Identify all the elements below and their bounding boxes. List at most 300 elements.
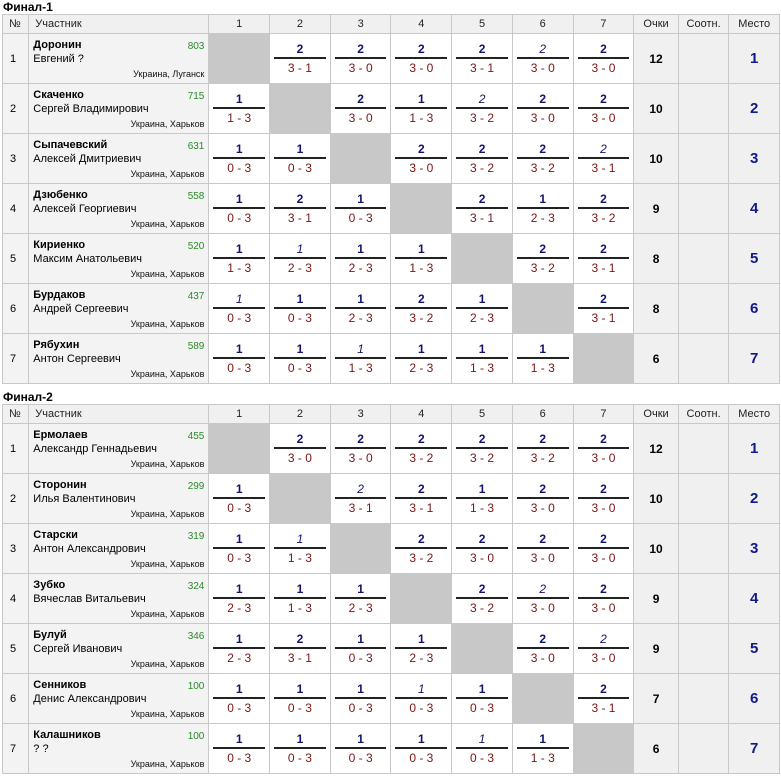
match-cell[interactable] <box>512 624 573 674</box>
match-cell[interactable] <box>270 334 331 384</box>
participant-name: Александр Геннадьевич <box>33 443 157 455</box>
match-cell[interactable] <box>330 424 391 474</box>
row-number: 7 <box>3 334 29 384</box>
match-cell[interactable] <box>391 674 452 724</box>
ratio-value <box>678 674 729 724</box>
match-cell[interactable] <box>209 724 270 774</box>
points-value: 8 <box>634 234 679 284</box>
match-cell[interactable] <box>391 284 452 334</box>
match-score: 3 - 0 <box>530 601 555 615</box>
row-number: 6 <box>3 284 29 334</box>
score-divider <box>335 747 387 749</box>
header-num: № <box>3 15 29 34</box>
match-score: 3 - 2 <box>591 211 616 225</box>
match-cell[interactable] <box>452 574 513 624</box>
score-divider <box>274 447 326 449</box>
match-score: 3 - 0 <box>470 551 495 565</box>
participant-surname[interactable]: Кириенко <box>33 239 86 251</box>
match-cell[interactable] <box>270 184 331 234</box>
match-score: 3 - 2 <box>409 451 434 465</box>
match-cell[interactable] <box>452 674 513 724</box>
match-cell[interactable] <box>270 624 331 674</box>
points-value: 10 <box>634 84 679 134</box>
score-divider <box>335 447 387 449</box>
match-cell[interactable] <box>452 184 513 234</box>
match-score: 1 - 3 <box>227 261 252 275</box>
score-divider <box>395 747 447 749</box>
match-score: 0 - 3 <box>287 361 312 375</box>
row-number: 2 <box>3 84 29 134</box>
match-cell[interactable] <box>452 134 513 184</box>
match-cell[interactable] <box>391 34 452 84</box>
match-cell[interactable] <box>573 674 634 724</box>
ratio-value <box>678 624 729 674</box>
participant-city: Украина, Харьков <box>130 319 205 329</box>
points-value: 9 <box>634 184 679 234</box>
match-cell[interactable] <box>209 184 270 234</box>
match-cell[interactable] <box>512 184 573 234</box>
header-col-2: 2 <box>270 15 331 34</box>
participant-surname[interactable]: Рябухин <box>33 339 80 351</box>
score-divider <box>395 257 447 259</box>
score-divider <box>456 307 508 309</box>
score-divider <box>578 647 630 649</box>
participant-surname[interactable]: Дзюбенко <box>33 189 88 201</box>
score-divider <box>517 207 569 209</box>
match-cell[interactable] <box>512 234 573 284</box>
match-cell[interactable] <box>573 574 634 624</box>
match-score: 3 - 2 <box>530 451 555 465</box>
score-divider <box>456 57 508 59</box>
participant-rating: 346 <box>187 631 205 642</box>
match-points: 2 <box>417 292 425 306</box>
match-cell[interactable] <box>270 134 331 184</box>
match-score: 3 - 2 <box>530 261 555 275</box>
match-points: 1 <box>235 632 243 646</box>
match-cell[interactable] <box>270 234 331 284</box>
participant-rating: 715 <box>187 91 205 102</box>
points-value: 8 <box>634 284 679 334</box>
match-score: 3 - 0 <box>409 161 434 175</box>
match-points: 2 <box>417 142 425 156</box>
participant-surname[interactable]: Сенников <box>33 679 87 691</box>
match-cell[interactable] <box>573 624 634 674</box>
header-row <box>3 15 780 34</box>
participant-cell <box>29 34 209 84</box>
score-divider <box>517 547 569 549</box>
match-cell[interactable] <box>330 334 391 384</box>
match-points: 1 <box>417 632 425 646</box>
score-divider <box>213 547 265 549</box>
match-cell[interactable] <box>573 424 634 474</box>
points-value: 10 <box>634 474 679 524</box>
participant-surname[interactable]: Бурдаков <box>33 289 86 301</box>
participant-rating: 299 <box>187 481 205 492</box>
header-col-5: 5 <box>452 15 513 34</box>
match-cell[interactable] <box>209 234 270 284</box>
match-cell[interactable] <box>209 674 270 724</box>
participant-surname[interactable]: Сыпачевский <box>33 139 108 151</box>
match-score: 0 - 3 <box>470 751 495 765</box>
match-score: 1 - 3 <box>530 361 555 375</box>
participant-name: Денис Александрович <box>33 693 147 705</box>
match-points: 2 <box>600 92 607 106</box>
match-points: 1 <box>539 342 547 356</box>
match-cell[interactable] <box>452 334 513 384</box>
match-cell[interactable] <box>330 624 391 674</box>
participant-rating: 520 <box>187 241 205 252</box>
header-col-3: 3 <box>330 405 391 424</box>
match-score: 2 - 3 <box>409 651 434 665</box>
score-divider <box>456 597 508 599</box>
match-score: 3 - 1 <box>470 61 495 75</box>
match-points: 2 <box>539 632 547 646</box>
match-score: 3 - 2 <box>530 161 555 175</box>
score-divider <box>578 697 630 699</box>
match-cell[interactable] <box>209 624 270 674</box>
match-points: 1 <box>296 242 304 256</box>
match-cell[interactable] <box>391 724 452 774</box>
participant-surname[interactable]: Зубко <box>33 579 66 591</box>
match-score: 3 - 0 <box>348 451 373 465</box>
points-value: 10 <box>634 524 679 574</box>
match-cell[interactable] <box>512 34 573 84</box>
match-cell[interactable] <box>573 284 634 334</box>
match-score: 3 - 1 <box>591 311 616 325</box>
match-score: 1 - 3 <box>409 111 434 125</box>
match-cell[interactable] <box>512 334 573 384</box>
match-cell[interactable] <box>512 424 573 474</box>
match-score: 2 - 3 <box>409 361 434 375</box>
match-cell[interactable] <box>512 574 573 624</box>
match-cell[interactable] <box>209 134 270 184</box>
match-score: 3 - 1 <box>591 261 616 275</box>
match-cell[interactable] <box>391 524 452 574</box>
row-number: 4 <box>3 574 29 624</box>
match-cell[interactable] <box>330 724 391 774</box>
ratio-value <box>678 234 729 284</box>
match-cell[interactable] <box>209 524 270 574</box>
match-points: 2 <box>600 682 607 696</box>
participant-surname[interactable]: Калашников <box>33 729 101 741</box>
match-cell[interactable] <box>391 134 452 184</box>
match-cell[interactable] <box>573 34 634 84</box>
row-number: 6 <box>3 674 29 724</box>
match-cell[interactable] <box>391 474 452 524</box>
participant-surname[interactable]: Старски <box>33 529 78 541</box>
self-match-cell <box>330 524 391 574</box>
table-row <box>3 574 780 624</box>
match-score: 0 - 3 <box>227 311 252 325</box>
match-cell[interactable] <box>209 284 270 334</box>
header-col-6: 6 <box>512 405 573 424</box>
match-cell[interactable] <box>330 284 391 334</box>
match-score: 3 - 0 <box>591 61 616 75</box>
match-score: 0 - 3 <box>287 311 312 325</box>
match-cell[interactable] <box>391 234 452 284</box>
match-cell[interactable] <box>330 84 391 134</box>
ratio-value <box>678 474 729 524</box>
match-points: 1 <box>296 142 304 156</box>
table-row <box>3 234 780 284</box>
score-divider <box>456 107 508 109</box>
points-value: 6 <box>634 724 679 774</box>
match-points: 2 <box>600 142 607 156</box>
points-value: 6 <box>634 334 679 384</box>
match-cell[interactable] <box>573 234 634 284</box>
match-cell[interactable] <box>391 424 452 474</box>
match-points: 1 <box>478 682 486 696</box>
match-score: 0 - 3 <box>348 701 373 715</box>
score-divider <box>395 697 447 699</box>
score-divider <box>517 497 569 499</box>
header-points: Очки <box>634 405 679 424</box>
match-points: 2 <box>600 432 607 446</box>
match-score: 3 - 0 <box>591 601 616 615</box>
match-score: 3 - 0 <box>348 61 373 75</box>
match-cell[interactable] <box>573 84 634 134</box>
participant-city: Украина, Харьков <box>130 509 205 519</box>
match-cell[interactable] <box>512 724 573 774</box>
match-cell[interactable] <box>452 524 513 574</box>
participant-surname[interactable]: Скаченко <box>33 89 84 101</box>
match-cell[interactable] <box>330 234 391 284</box>
match-cell[interactable] <box>452 284 513 334</box>
row-number: 1 <box>3 34 29 84</box>
match-cell[interactable] <box>452 474 513 524</box>
match-score: 0 - 3 <box>227 701 252 715</box>
match-points: 2 <box>478 192 486 206</box>
participant-cell <box>29 284 209 334</box>
self-match-cell <box>573 724 634 774</box>
match-cell[interactable] <box>452 34 513 84</box>
self-match-cell <box>270 84 331 134</box>
score-divider <box>213 647 265 649</box>
row-number: 7 <box>3 724 29 774</box>
score-divider <box>213 107 265 109</box>
match-cell[interactable] <box>330 34 391 84</box>
match-cell[interactable] <box>209 474 270 524</box>
score-divider <box>335 57 387 59</box>
match-cell[interactable] <box>330 674 391 724</box>
participant-city: Украина, Харьков <box>130 169 205 179</box>
match-cell[interactable] <box>270 674 331 724</box>
match-cell[interactable] <box>330 474 391 524</box>
match-score: 1 - 3 <box>227 111 252 125</box>
match-cell[interactable] <box>330 184 391 234</box>
score-divider <box>274 747 326 749</box>
match-cell[interactable] <box>512 524 573 574</box>
score-divider <box>335 307 387 309</box>
participant-city: Украина, Харьков <box>130 709 205 719</box>
score-divider <box>335 497 387 499</box>
match-points: 1 <box>296 342 304 356</box>
score-divider <box>335 647 387 649</box>
score-divider <box>274 547 326 549</box>
participant-rating: 631 <box>187 141 205 152</box>
match-cell[interactable] <box>209 334 270 384</box>
self-match-cell <box>512 284 573 334</box>
match-points: 1 <box>357 342 364 356</box>
row-number: 5 <box>3 234 29 284</box>
participant-name: Антон Сергеевич <box>33 353 121 365</box>
score-divider <box>213 157 265 159</box>
ratio-value <box>678 424 729 474</box>
match-points: 2 <box>478 42 486 56</box>
row-number: 4 <box>3 184 29 234</box>
match-cell[interactable] <box>209 84 270 134</box>
self-match-cell <box>452 624 513 674</box>
match-points: 1 <box>357 632 364 646</box>
match-points: 1 <box>235 242 243 256</box>
match-cell[interactable] <box>209 574 270 624</box>
ratio-value <box>678 284 729 334</box>
header-col-4: 4 <box>391 405 452 424</box>
match-score: 2 - 3 <box>470 311 495 325</box>
match-score: 2 - 3 <box>530 211 555 225</box>
match-points: 1 <box>357 292 364 306</box>
place-value: 6 <box>729 674 780 724</box>
match-points: 1 <box>296 682 304 696</box>
match-points: 2 <box>417 482 425 496</box>
match-cell[interactable] <box>452 724 513 774</box>
score-divider <box>395 447 447 449</box>
participant-surname[interactable]: Доронин <box>33 39 82 51</box>
match-score: 0 - 3 <box>287 751 312 765</box>
match-cell[interactable] <box>270 724 331 774</box>
match-points: 2 <box>600 42 607 56</box>
match-points: 1 <box>235 92 243 106</box>
score-divider <box>578 497 630 499</box>
match-score: 0 - 3 <box>287 701 312 715</box>
table-row <box>3 524 780 574</box>
score-divider <box>395 307 447 309</box>
match-cell[interactable] <box>512 134 573 184</box>
score-divider <box>213 697 265 699</box>
match-cell[interactable] <box>452 84 513 134</box>
match-points: 1 <box>478 292 486 306</box>
match-cell[interactable] <box>270 284 331 334</box>
row-number: 1 <box>3 424 29 474</box>
match-cell[interactable] <box>573 134 634 184</box>
table-row <box>3 624 780 674</box>
match-points: 1 <box>478 482 486 496</box>
score-divider <box>517 57 569 59</box>
match-points: 2 <box>539 42 547 56</box>
participant-city: Украина, Харьков <box>130 559 205 569</box>
place-value: 2 <box>729 84 780 134</box>
table-row <box>3 134 780 184</box>
header-col-7: 7 <box>573 15 634 34</box>
match-cell[interactable] <box>573 474 634 524</box>
participant-rating: 589 <box>187 341 205 352</box>
section-title: Финал-2 <box>3 390 53 404</box>
match-score: 0 - 3 <box>470 701 495 715</box>
points-value: 9 <box>634 574 679 624</box>
ratio-value <box>678 574 729 624</box>
match-points: 2 <box>600 292 607 306</box>
header-col-7: 7 <box>573 405 634 424</box>
match-points: 2 <box>357 42 364 56</box>
match-cell[interactable] <box>391 624 452 674</box>
match-cell[interactable] <box>270 524 331 574</box>
participant-surname[interactable]: Булуй <box>33 629 67 641</box>
match-points: 1 <box>417 92 425 106</box>
points-value: 12 <box>634 424 679 474</box>
match-points: 2 <box>417 432 425 446</box>
match-score: 0 - 3 <box>227 161 252 175</box>
score-divider <box>456 547 508 549</box>
header-row <box>3 405 780 424</box>
participant-surname[interactable]: Ермолаев <box>33 429 88 441</box>
participant-surname[interactable]: Сторонин <box>33 479 87 491</box>
match-score: 2 - 3 <box>348 601 373 615</box>
header-place: Место <box>729 405 780 424</box>
match-points: 2 <box>478 532 486 546</box>
match-score: 3 - 0 <box>348 111 373 125</box>
participant-cell <box>29 524 209 574</box>
match-cell[interactable] <box>573 524 634 574</box>
score-divider <box>517 597 569 599</box>
match-points: 2 <box>417 42 425 56</box>
match-cell[interactable] <box>391 334 452 384</box>
header-col-1: 1 <box>209 405 270 424</box>
match-cell[interactable] <box>330 574 391 624</box>
match-score: 0 - 3 <box>409 701 434 715</box>
match-score: 3 - 0 <box>530 61 555 75</box>
match-cell[interactable] <box>512 474 573 524</box>
match-points: 1 <box>235 582 243 596</box>
participant-cell <box>29 724 209 774</box>
match-cell[interactable] <box>391 84 452 134</box>
match-cell[interactable] <box>270 34 331 84</box>
match-score: 3 - 1 <box>591 161 616 175</box>
match-score: 0 - 3 <box>348 751 373 765</box>
match-points: 2 <box>600 582 607 596</box>
score-divider <box>456 447 508 449</box>
score-divider <box>578 157 630 159</box>
score-divider <box>335 207 387 209</box>
match-score: 2 - 3 <box>227 601 252 615</box>
participant-city: Украина, Харьков <box>130 659 205 669</box>
match-points: 1 <box>296 732 304 746</box>
match-points: 1 <box>478 342 486 356</box>
participant-cell <box>29 234 209 284</box>
match-cell[interactable] <box>270 424 331 474</box>
header-place: Место <box>729 15 780 34</box>
self-match-cell <box>330 134 391 184</box>
match-points: 2 <box>600 632 607 646</box>
match-cell[interactable] <box>573 184 634 234</box>
score-divider <box>274 157 326 159</box>
points-value: 12 <box>634 34 679 84</box>
match-cell[interactable] <box>452 424 513 474</box>
match-cell[interactable] <box>270 574 331 624</box>
score-divider <box>578 447 630 449</box>
score-divider <box>335 697 387 699</box>
match-score: 3 - 1 <box>287 61 312 75</box>
score-divider <box>335 107 387 109</box>
match-score: 2 - 3 <box>287 261 312 275</box>
score-divider <box>578 257 630 259</box>
place-value: 3 <box>729 524 780 574</box>
match-points: 1 <box>357 732 364 746</box>
match-score: 2 - 3 <box>348 311 373 325</box>
match-cell[interactable] <box>512 84 573 134</box>
self-match-cell <box>573 334 634 384</box>
score-divider <box>578 547 630 549</box>
match-score: 3 - 1 <box>287 211 312 225</box>
